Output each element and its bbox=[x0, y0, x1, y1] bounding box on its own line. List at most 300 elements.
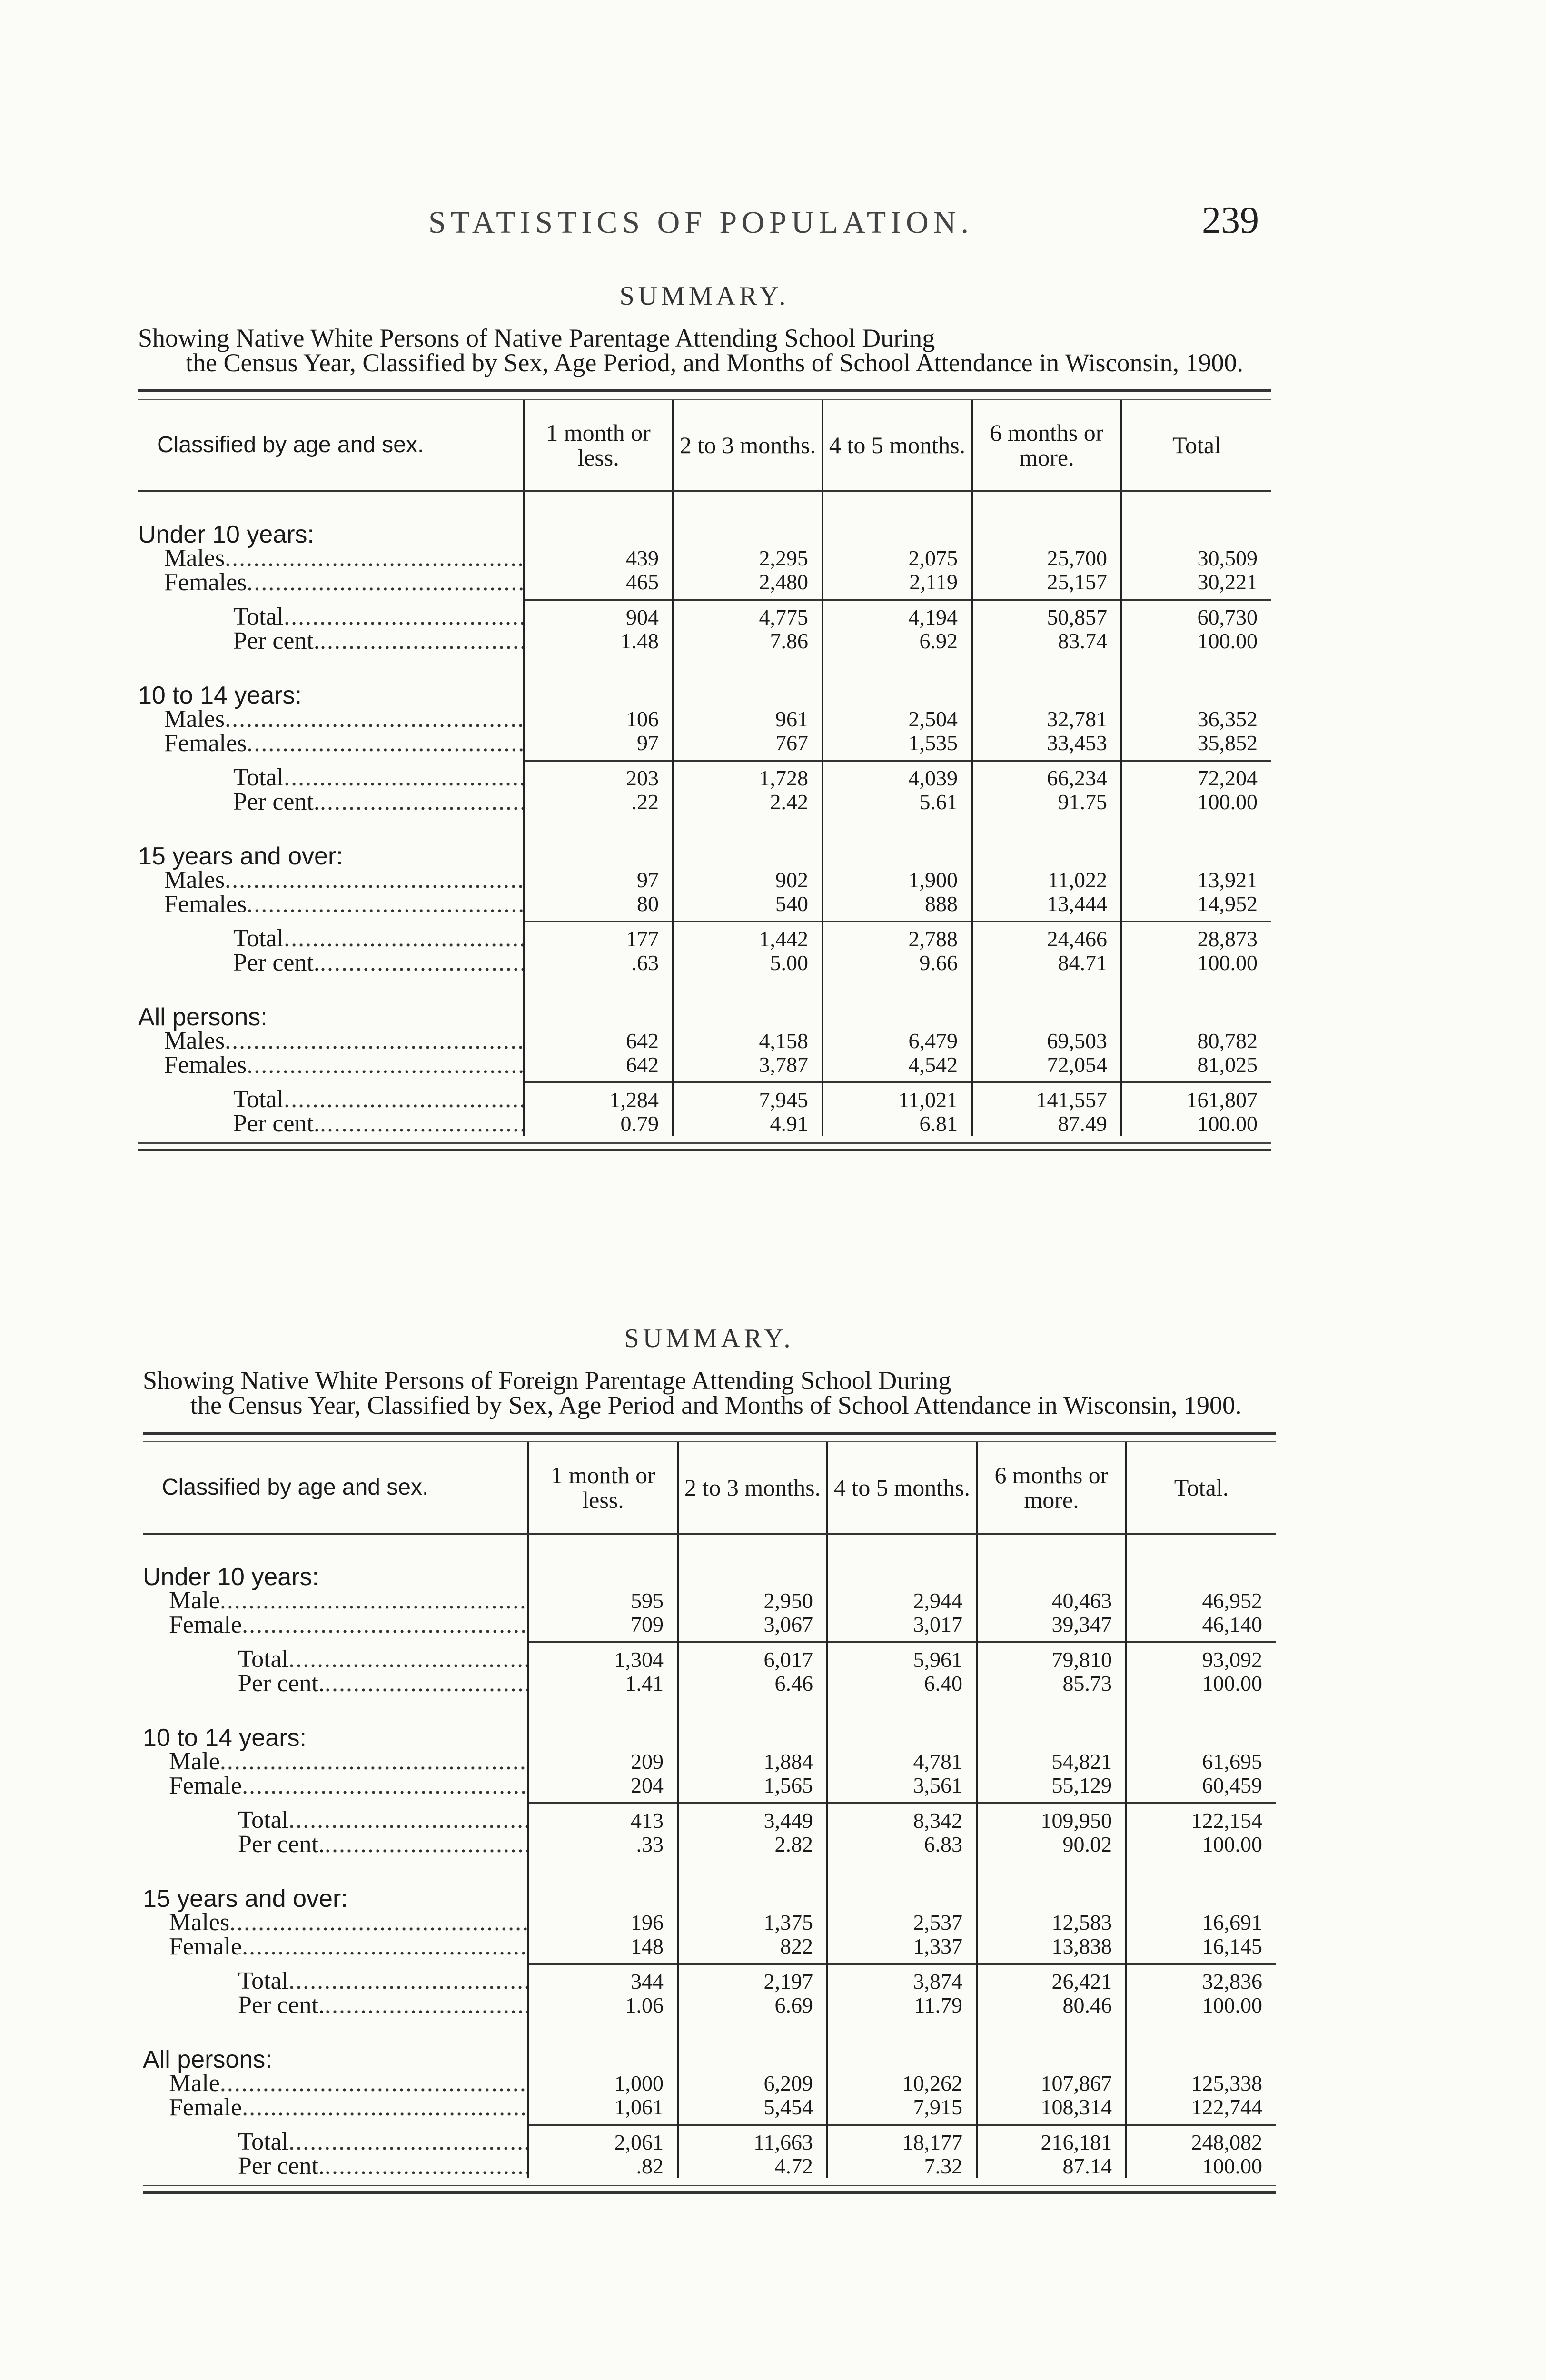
row-label bbox=[143, 1642, 528, 1672]
leader-dots bbox=[242, 1935, 527, 1959]
leader-dots bbox=[220, 1750, 527, 1774]
spacer-cell bbox=[1126, 2017, 1276, 2048]
row-label-name: Per cent. bbox=[238, 1831, 325, 1858]
empty-cell bbox=[972, 1005, 1121, 1029]
leader-dots bbox=[284, 927, 523, 951]
empty-cell bbox=[823, 1005, 972, 1029]
leader-dots bbox=[288, 2130, 527, 2154]
spacer-cell bbox=[972, 975, 1121, 1005]
table-row bbox=[143, 2095, 1276, 2125]
row-label-text bbox=[138, 868, 523, 892]
spacer-cell bbox=[972, 653, 1121, 684]
value-cell: 2,480 bbox=[673, 570, 823, 600]
value-cell: 33,453 bbox=[972, 731, 1121, 761]
row-label bbox=[143, 1774, 528, 1803]
value-cell: 1,535 bbox=[823, 731, 972, 761]
caption-continuation: the Census Year, Classified by Sex, Age Period and Months of School Attendance in Wisconsin, 1900. bbox=[190, 1391, 1242, 1419]
row-label-name: Males bbox=[164, 545, 225, 572]
table-row bbox=[143, 1589, 1276, 1613]
empty-cell bbox=[972, 844, 1121, 868]
value-cell: 413 bbox=[528, 1803, 678, 1833]
value-cell: 1,728 bbox=[673, 761, 823, 790]
empty-cell bbox=[827, 1726, 977, 1750]
table-row bbox=[143, 1774, 1276, 1803]
table-row bbox=[143, 1964, 1276, 1993]
value-cell: 204 bbox=[528, 1774, 678, 1803]
row-label bbox=[138, 1082, 524, 1112]
value-cell: 4.91 bbox=[673, 1112, 823, 1136]
value-cell: 108,314 bbox=[977, 2095, 1126, 2125]
empty-cell bbox=[678, 1887, 827, 1911]
leader-dots bbox=[225, 868, 523, 892]
group-title: All persons: bbox=[143, 2046, 272, 2073]
row-label-name: Total bbox=[238, 1646, 289, 1673]
group-title: 10 to 14 years: bbox=[143, 1724, 307, 1752]
value-cell: 106 bbox=[524, 707, 673, 731]
row-label bbox=[143, 1911, 528, 1934]
spacer-cell bbox=[823, 491, 972, 523]
value-cell: 6.46 bbox=[678, 1672, 827, 1696]
value-cell: .22 bbox=[524, 790, 673, 814]
value-cell: 6.92 bbox=[823, 629, 972, 653]
empty-cell bbox=[528, 1726, 678, 1750]
value-cell: 2,075 bbox=[823, 546, 972, 570]
row-label-text bbox=[143, 1911, 527, 1934]
group-spacer bbox=[138, 814, 1271, 844]
empty-cell bbox=[524, 844, 673, 868]
table-caption bbox=[138, 326, 1271, 375]
spacer-cell bbox=[1126, 1856, 1276, 1887]
row-label bbox=[138, 922, 524, 951]
spacer-cell bbox=[977, 1534, 1126, 1565]
value-cell: 1.41 bbox=[528, 1672, 678, 1696]
leader-dots bbox=[247, 892, 523, 916]
spacer-cell bbox=[673, 975, 823, 1005]
row-label bbox=[143, 1803, 528, 1833]
column-header: 1 month or less. bbox=[524, 400, 673, 491]
row-label-text bbox=[143, 2130, 527, 2154]
row-label bbox=[138, 570, 524, 600]
spacer-cell bbox=[1121, 653, 1271, 684]
spacer-cell bbox=[678, 1856, 827, 1887]
value-cell: 11.79 bbox=[827, 1993, 977, 2017]
empty-cell bbox=[673, 523, 823, 546]
value-cell: 5.00 bbox=[673, 951, 823, 975]
value-cell: 83.74 bbox=[972, 629, 1121, 653]
row-label-name: Female bbox=[169, 2094, 242, 2121]
leader-dots bbox=[242, 1774, 527, 1798]
leader-dots bbox=[225, 707, 523, 731]
spacer-cell bbox=[1121, 975, 1271, 1005]
leader-dots bbox=[325, 2154, 527, 2178]
value-cell: 4,039 bbox=[823, 761, 972, 790]
value-cell: 3,874 bbox=[827, 1964, 977, 1993]
value-cell: 148 bbox=[528, 1934, 678, 1964]
row-label bbox=[138, 629, 524, 653]
empty-cell bbox=[1126, 2048, 1276, 2072]
value-cell: 2,504 bbox=[823, 707, 972, 731]
leader-dots bbox=[288, 1647, 527, 1671]
spacer-cell bbox=[528, 1534, 678, 1565]
value-cell: 2,537 bbox=[827, 1911, 977, 1934]
column-header: Total bbox=[1121, 400, 1271, 491]
value-cell: 196 bbox=[528, 1911, 678, 1934]
empty-cell bbox=[1126, 1565, 1276, 1589]
row-label-text bbox=[138, 766, 523, 790]
value-cell: 2,944 bbox=[827, 1589, 977, 1613]
table-top-rule bbox=[143, 1432, 1276, 1442]
empty-cell bbox=[977, 1726, 1126, 1750]
leader-dots bbox=[247, 1053, 523, 1077]
value-cell: 100.00 bbox=[1126, 2154, 1276, 2178]
header-row bbox=[138, 400, 1271, 491]
value-cell: 2,950 bbox=[678, 1589, 827, 1613]
spacer-cell bbox=[827, 2017, 977, 2048]
empty-cell bbox=[678, 1565, 827, 1589]
spacer-cell bbox=[673, 653, 823, 684]
row-label-name: Female bbox=[169, 1933, 242, 1960]
value-cell: 642 bbox=[524, 1053, 673, 1082]
row-label bbox=[138, 1112, 524, 1136]
spacer-cell bbox=[678, 1696, 827, 1726]
row-label-text bbox=[143, 2096, 527, 2120]
value-cell: 87.14 bbox=[977, 2154, 1126, 2178]
row-label-text bbox=[143, 1833, 527, 1856]
value-cell: .63 bbox=[524, 951, 673, 975]
row-label-text bbox=[143, 1672, 527, 1696]
value-cell: 60,730 bbox=[1121, 600, 1271, 629]
group-spacer bbox=[138, 653, 1271, 684]
statistics-table bbox=[138, 400, 1271, 1136]
row-label-text bbox=[138, 732, 523, 755]
value-cell: 595 bbox=[528, 1589, 678, 1613]
spacer-cell bbox=[678, 2017, 827, 2048]
empty-cell bbox=[977, 2048, 1126, 2072]
row-label-name: Females bbox=[164, 569, 247, 596]
group-heading-row bbox=[138, 1005, 1271, 1029]
row-label bbox=[143, 2125, 528, 2154]
row-label-text bbox=[138, 1053, 523, 1077]
row-label-text bbox=[138, 605, 523, 629]
value-cell: 60,459 bbox=[1126, 1774, 1276, 1803]
value-cell: 2,061 bbox=[528, 2125, 678, 2154]
value-cell: 7,945 bbox=[673, 1082, 823, 1112]
empty-cell bbox=[673, 1005, 823, 1029]
table-row bbox=[143, 1993, 1276, 2017]
row-label bbox=[143, 1934, 528, 1964]
value-cell: 30,509 bbox=[1121, 546, 1271, 570]
leader-dots bbox=[220, 1589, 527, 1613]
row-label bbox=[143, 1964, 528, 1993]
value-cell: 26,421 bbox=[977, 1964, 1126, 1993]
row-label-text bbox=[138, 790, 523, 814]
leader-dots bbox=[325, 1993, 527, 2017]
row-label-name: Female bbox=[169, 1611, 242, 1638]
header-spacer bbox=[138, 491, 1271, 523]
value-cell: 16,145 bbox=[1126, 1934, 1276, 1964]
row-label-text bbox=[138, 892, 523, 916]
value-cell: 1,000 bbox=[528, 2072, 678, 2095]
row-label-text bbox=[143, 1750, 527, 1774]
row-label-name: Females bbox=[164, 891, 247, 918]
value-cell: 2.82 bbox=[678, 1833, 827, 1856]
value-cell: 7.86 bbox=[673, 629, 823, 653]
row-label-text bbox=[143, 1589, 527, 1613]
table-row bbox=[143, 2125, 1276, 2154]
value-cell: 122,744 bbox=[1126, 2095, 1276, 2125]
table-row bbox=[138, 1053, 1271, 1082]
group-heading-row bbox=[138, 523, 1271, 546]
group-heading-row bbox=[143, 1726, 1276, 1750]
empty-cell bbox=[678, 1726, 827, 1750]
spacer-cell bbox=[524, 653, 673, 684]
table-row bbox=[143, 1911, 1276, 1934]
empty-cell bbox=[524, 684, 673, 707]
value-cell: 8,342 bbox=[827, 1803, 977, 1833]
empty-cell bbox=[528, 1565, 678, 1589]
spacer-cell bbox=[827, 1696, 977, 1726]
caption-line: Showing Native White Persons of Native Parentage Attending School During bbox=[138, 324, 935, 352]
row-label-text bbox=[143, 1969, 527, 1993]
row-label bbox=[138, 951, 524, 975]
value-cell: 4,158 bbox=[673, 1029, 823, 1053]
value-cell: 7.32 bbox=[827, 2154, 977, 2178]
value-cell: 902 bbox=[673, 868, 823, 892]
value-cell: 25,157 bbox=[972, 570, 1121, 600]
row-label-text bbox=[143, 1647, 527, 1671]
row-label bbox=[138, 731, 524, 761]
value-cell: 125,338 bbox=[1126, 2072, 1276, 2095]
group-heading-row bbox=[143, 1887, 1276, 1911]
row-label-text bbox=[138, 1029, 523, 1053]
row-label bbox=[138, 1053, 524, 1082]
value-cell: 6,479 bbox=[823, 1029, 972, 1053]
row-label-name: Female bbox=[169, 1772, 242, 1799]
spacer-cell bbox=[977, 1856, 1126, 1887]
column-header: 2 to 3 months. bbox=[673, 400, 823, 491]
spacer-cell bbox=[823, 814, 972, 844]
value-cell: 141,557 bbox=[972, 1082, 1121, 1112]
spacer-cell bbox=[827, 1534, 977, 1565]
column-header: 6 months or more. bbox=[977, 1442, 1126, 1534]
row-label-text bbox=[143, 1774, 527, 1798]
column-header: Total. bbox=[1126, 1442, 1276, 1534]
row-label-name: Females bbox=[164, 1051, 247, 1079]
row-label bbox=[143, 2072, 528, 2095]
value-cell: 100.00 bbox=[1121, 790, 1271, 814]
value-cell: 344 bbox=[528, 1964, 678, 1993]
value-cell: 161,807 bbox=[1121, 1082, 1271, 1112]
value-cell: 55,129 bbox=[977, 1774, 1126, 1803]
value-cell: 13,921 bbox=[1121, 868, 1271, 892]
value-cell: 4,194 bbox=[823, 600, 972, 629]
value-cell: 46,140 bbox=[1126, 1613, 1276, 1642]
value-cell: 961 bbox=[673, 707, 823, 731]
empty-cell bbox=[972, 684, 1121, 707]
value-cell: 2,788 bbox=[823, 922, 972, 951]
value-cell: 1,442 bbox=[673, 922, 823, 951]
row-label-text bbox=[138, 927, 523, 951]
caption-continuation: the Census Year, Classified by Sex, Age Period, and Months of School Attendance in Wisconsin, 1900. bbox=[186, 348, 1243, 377]
value-cell: 79,810 bbox=[977, 1642, 1126, 1672]
value-cell: 6.69 bbox=[678, 1993, 827, 2017]
group-spacer bbox=[143, 2017, 1276, 2048]
value-cell: 100.00 bbox=[1121, 1112, 1271, 1136]
row-label-name: Males bbox=[164, 866, 225, 893]
row-label-text bbox=[138, 951, 523, 975]
table-row bbox=[138, 1029, 1271, 1053]
empty-cell bbox=[524, 523, 673, 546]
group-spacer bbox=[143, 1856, 1276, 1887]
row-label bbox=[143, 1613, 528, 1642]
value-cell: 80 bbox=[524, 892, 673, 922]
spacer-cell bbox=[524, 814, 673, 844]
leader-dots bbox=[247, 571, 523, 595]
value-cell: 3,561 bbox=[827, 1774, 977, 1803]
spacer-cell bbox=[143, 1696, 528, 1726]
value-cell: 5.61 bbox=[823, 790, 972, 814]
spacer-cell bbox=[138, 975, 524, 1005]
group-heading-row bbox=[143, 2048, 1276, 2072]
row-label-name: Per cent. bbox=[233, 949, 320, 976]
spacer-cell bbox=[524, 975, 673, 1005]
leader-dots bbox=[225, 546, 523, 570]
leader-dots bbox=[225, 1029, 523, 1053]
spacer-cell bbox=[977, 1696, 1126, 1726]
row-label-name: Total bbox=[233, 603, 284, 630]
value-cell: 248,082 bbox=[1126, 2125, 1276, 2154]
column-header: Classified by age and sex. bbox=[143, 1442, 528, 1534]
row-label-text bbox=[143, 1993, 527, 2017]
table-row bbox=[138, 731, 1271, 761]
row-label bbox=[143, 2154, 528, 2178]
value-cell: 4,775 bbox=[673, 600, 823, 629]
summary-section-foreign-parentage bbox=[143, 1323, 1276, 2194]
value-cell: 97 bbox=[524, 868, 673, 892]
value-cell: 6,209 bbox=[678, 2072, 827, 2095]
value-cell: 1,061 bbox=[528, 2095, 678, 2125]
value-cell: 80.46 bbox=[977, 1993, 1126, 2017]
empty-cell bbox=[1126, 1887, 1276, 1911]
empty-cell bbox=[528, 1887, 678, 1911]
leader-dots bbox=[325, 1672, 527, 1696]
value-cell: 85.73 bbox=[977, 1672, 1126, 1696]
value-cell: 904 bbox=[524, 600, 673, 629]
value-cell: 822 bbox=[678, 1934, 827, 1964]
leader-dots bbox=[320, 790, 523, 814]
row-label bbox=[143, 1672, 528, 1696]
table-row bbox=[138, 1112, 1271, 1136]
value-cell: 767 bbox=[673, 731, 823, 761]
header-spacer bbox=[143, 1534, 1276, 1565]
row-label bbox=[138, 892, 524, 922]
table-row bbox=[138, 546, 1271, 570]
value-cell: 107,867 bbox=[977, 2072, 1126, 2095]
leader-dots bbox=[320, 1112, 523, 1136]
value-cell: 7,915 bbox=[827, 2095, 977, 2125]
table-row bbox=[138, 951, 1271, 975]
group-title: Under 10 years: bbox=[143, 1563, 319, 1591]
value-cell: 30,221 bbox=[1121, 570, 1271, 600]
spacer-cell bbox=[977, 2017, 1126, 2048]
empty-cell bbox=[827, 2048, 977, 2072]
row-label-text bbox=[138, 571, 523, 595]
value-cell: 90.02 bbox=[977, 1833, 1126, 1856]
row-label-name: Male bbox=[169, 2070, 220, 2097]
leader-dots bbox=[229, 1911, 527, 1934]
value-cell: 888 bbox=[823, 892, 972, 922]
value-cell: 84.71 bbox=[972, 951, 1121, 975]
row-label bbox=[138, 1029, 524, 1053]
value-cell: 1,565 bbox=[678, 1774, 827, 1803]
row-label-name: Total bbox=[233, 1086, 284, 1113]
value-cell: 6,017 bbox=[678, 1642, 827, 1672]
summary-section-native-parentage bbox=[138, 281, 1271, 1151]
value-cell: 1,900 bbox=[823, 868, 972, 892]
table-row bbox=[143, 2154, 1276, 2178]
row-label-text bbox=[138, 1088, 523, 1111]
leader-dots bbox=[320, 951, 523, 975]
spacer-cell bbox=[1121, 491, 1271, 523]
table-row bbox=[138, 1082, 1271, 1112]
row-label-text bbox=[138, 546, 523, 570]
spacer-cell bbox=[143, 1534, 528, 1565]
row-label bbox=[138, 546, 524, 570]
value-cell: 465 bbox=[524, 570, 673, 600]
row-label bbox=[143, 1993, 528, 2017]
column-header: 6 months or more. bbox=[972, 400, 1121, 491]
row-label-name: Total bbox=[238, 1967, 289, 1994]
empty-cell bbox=[823, 684, 972, 707]
column-header: 4 to 5 months. bbox=[827, 1442, 977, 1534]
statistics-table bbox=[143, 1442, 1276, 2178]
value-cell: 3,017 bbox=[827, 1613, 977, 1642]
table-row bbox=[138, 629, 1271, 653]
value-cell: 100.00 bbox=[1126, 1672, 1276, 1696]
table-bottom-rule bbox=[143, 2185, 1276, 2194]
empty-cell bbox=[827, 1565, 977, 1589]
value-cell: 24,466 bbox=[972, 922, 1121, 951]
empty-cell bbox=[827, 1887, 977, 1911]
table-row bbox=[143, 1672, 1276, 1696]
value-cell: 3,787 bbox=[673, 1053, 823, 1082]
row-label bbox=[138, 761, 524, 790]
value-cell: 13,444 bbox=[972, 892, 1121, 922]
row-label-text bbox=[143, 1808, 527, 1832]
value-cell: 11,022 bbox=[972, 868, 1121, 892]
value-cell: 40,463 bbox=[977, 1589, 1126, 1613]
group-title: 10 to 14 years: bbox=[138, 682, 302, 709]
row-label-name: Per cent. bbox=[233, 1110, 320, 1137]
value-cell: 11,021 bbox=[823, 1082, 972, 1112]
spacer-cell bbox=[972, 491, 1121, 523]
table-row bbox=[138, 707, 1271, 731]
value-cell: 28,873 bbox=[1121, 922, 1271, 951]
value-cell: 97 bbox=[524, 731, 673, 761]
table-row bbox=[138, 761, 1271, 790]
value-cell: 100.00 bbox=[1126, 1833, 1276, 1856]
value-cell: 4,781 bbox=[827, 1750, 977, 1774]
value-cell: 10,262 bbox=[827, 2072, 977, 2095]
value-cell: 81,025 bbox=[1121, 1053, 1271, 1082]
value-cell: 122,154 bbox=[1126, 1803, 1276, 1833]
spacer-cell bbox=[678, 1534, 827, 1565]
group-heading-row bbox=[138, 684, 1271, 707]
table-bottom-rule bbox=[138, 1142, 1271, 1151]
running-title: STATISTICS OF POPULATION. bbox=[428, 205, 973, 240]
group-heading-row bbox=[143, 1565, 1276, 1589]
group-heading-row bbox=[138, 844, 1271, 868]
